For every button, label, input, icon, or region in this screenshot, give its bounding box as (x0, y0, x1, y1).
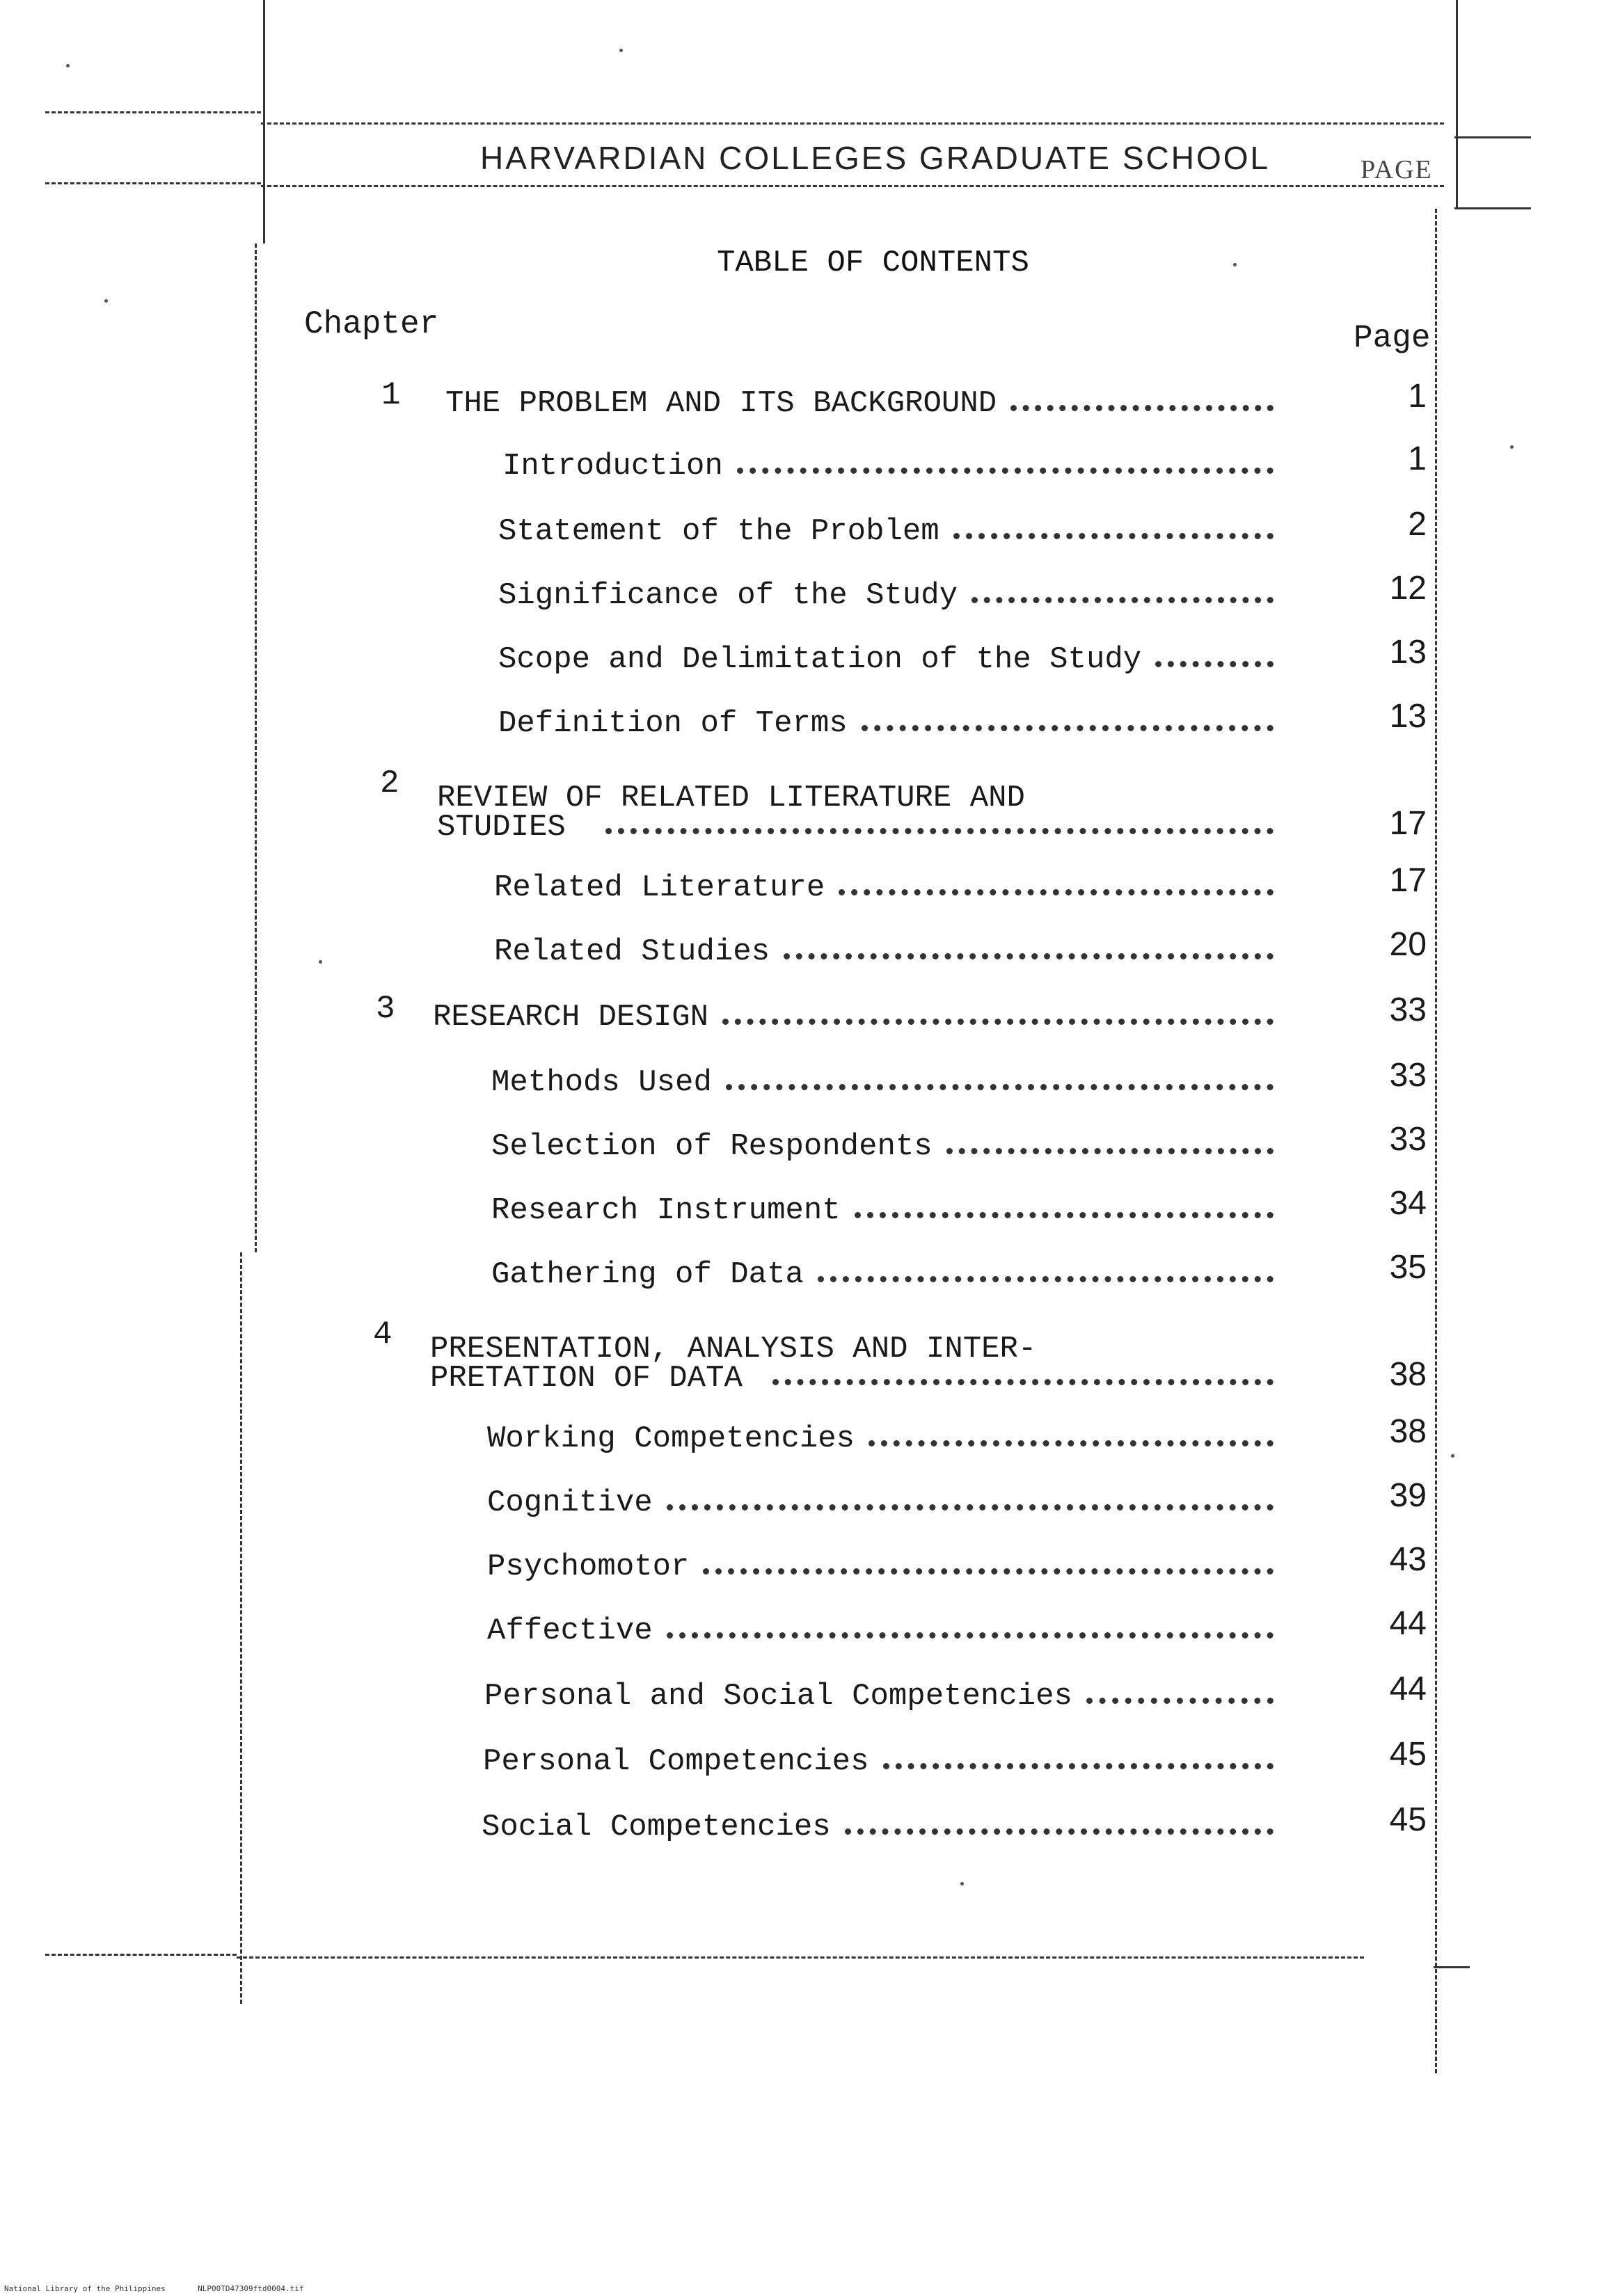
entry-title: Working Competencies (487, 1421, 855, 1456)
toc-entry-selection-of-respondents (491, 1120, 1427, 1164)
entry-title: Related Studies (494, 934, 770, 969)
left-margin-line-lower (240, 1252, 242, 2004)
chapter-2-leader-line (605, 800, 1274, 839)
entry-title: Social Competencies (482, 1810, 831, 1844)
entry-title: Personal Competencies (483, 1744, 869, 1779)
entry-title: Related Literature (494, 870, 825, 905)
page-number: 13 (1389, 634, 1427, 671)
entry-title: Statement of the Problem (498, 514, 939, 549)
header-rule-right (1454, 207, 1531, 209)
toc-entry-psychomotor (487, 1540, 1427, 1584)
toc-entry-working-competencies (487, 1412, 1427, 1456)
dot-leader (818, 1248, 1274, 1282)
dot-leader (855, 1184, 1274, 1218)
page-number: 1 (1408, 440, 1427, 477)
dot-leader (845, 1801, 1274, 1835)
entry-title: THE PROBLEM AND ITS BACKGROUND (445, 386, 997, 421)
dot-leader (946, 1120, 1274, 1154)
toc-entry-chapter-3 (376, 991, 1427, 1035)
page-number: 44 (1389, 1671, 1427, 1707)
page-number: 45 (1389, 1801, 1427, 1838)
page-number: 43 (1389, 1541, 1427, 1578)
toc-entry-cognitive (487, 1476, 1427, 1520)
dot-leader (883, 1735, 1274, 1769)
dot-leader (971, 569, 1274, 603)
header-rule-main (261, 185, 1444, 187)
left-margin-line-mid (255, 244, 257, 1252)
page-number: 45 (1389, 1736, 1427, 1773)
dot-leader (722, 991, 1274, 1025)
chapter-number: 4 (373, 1316, 392, 1353)
speck-mark (1451, 1454, 1454, 1458)
chapter-4-leader-line (772, 1351, 1274, 1390)
dot-leader (703, 1540, 1274, 1574)
school-name-header: HARVARDIAN COLLEGES GRADUATE SCHOOL (480, 140, 1271, 176)
chapter-number: 1 (381, 377, 401, 413)
entry-title: Affective (487, 1613, 653, 1648)
page-number: 33 (1389, 1121, 1427, 1158)
entry-title: Significance of the Study (498, 578, 958, 613)
entry-title: PRESENTATION, ANALYSIS AND INTER-PRETATION OF DATA (430, 1332, 1037, 1396)
bottom-rule-left (45, 1954, 237, 1956)
speck-mark (319, 960, 322, 964)
toc-title: TABLE OF CONTENTS (717, 246, 1029, 280)
entry-title: REVIEW OF RELATED LITERATURE AND STUDIES (437, 781, 1025, 845)
page-number: 38 (1389, 1356, 1427, 1393)
toc-entry-personal-competencies (483, 1735, 1427, 1779)
scan-footer (4, 2284, 303, 2293)
speck-mark (66, 64, 70, 67)
top-rule-left (45, 111, 261, 113)
toc-entry-introduction (502, 440, 1427, 484)
toc-entry-definition-of-terms (498, 697, 1427, 741)
entry-title: RESEARCH DESIGN (433, 1000, 709, 1035)
toc-entry-methods-used (491, 1056, 1427, 1100)
dot-leader (726, 1056, 1274, 1090)
toc-entry-chapter-1 (381, 377, 1427, 421)
speck-mark (960, 1882, 964, 1886)
toc-entry-related-studies (494, 925, 1427, 969)
page-number: 39 (1389, 1477, 1427, 1514)
dot-leader (605, 800, 1274, 834)
entry-title: Scope and Delimitation of the Study (498, 642, 1142, 677)
dot-leader (862, 697, 1274, 731)
entry-title: Personal and Social Competencies (484, 1679, 1072, 1714)
page-number: 2 (1408, 506, 1427, 543)
dot-leader (839, 861, 1274, 895)
page-number: 35 (1389, 1249, 1427, 1286)
dot-leader (667, 1476, 1274, 1510)
speck-mark (104, 299, 108, 303)
toc-entry-affective (487, 1604, 1427, 1648)
entry-title: Introduction (502, 449, 723, 484)
page-number: 12 (1389, 570, 1427, 607)
toc-entry-significance (498, 569, 1427, 613)
page-column-heading: Page (1354, 320, 1431, 356)
page-number: 33 (1389, 1057, 1427, 1094)
entry-title: Cognitive (487, 1485, 653, 1520)
toc-entry-related-literature (494, 861, 1427, 905)
library-credit: National Library of the Philippines (4, 2284, 166, 2293)
page-number: 44 (1389, 1605, 1427, 1642)
chapter-number: 2 (380, 765, 399, 802)
entry-title: Definition of Terms (498, 706, 848, 741)
header-rule-left (45, 182, 261, 184)
right-margin-line (1435, 209, 1437, 2073)
dot-leader (784, 925, 1274, 959)
dot-leader (953, 505, 1274, 539)
toc-entry-research-instrument (491, 1184, 1427, 1228)
dot-leader (1086, 1670, 1274, 1704)
entry-title: Gathering of Data (491, 1257, 804, 1292)
speck-mark (1233, 263, 1237, 266)
chapter-number: 3 (376, 991, 395, 1027)
dot-leader (869, 1412, 1274, 1446)
dot-leader (772, 1351, 1274, 1385)
entry-title: Research Instrument (491, 1193, 841, 1228)
scan-filename: NLP00TD47309ftd0004.tif (198, 2284, 304, 2293)
page-number: 38 (1389, 1413, 1427, 1450)
toc-entry-scope (498, 633, 1427, 677)
entry-title: Methods Used (491, 1065, 712, 1100)
page-number: 20 (1389, 926, 1427, 963)
entry-title: Psychomotor (487, 1549, 690, 1584)
page-number: 34 (1389, 1185, 1427, 1222)
toc-entry-gathering-of-data (491, 1248, 1427, 1292)
dot-leader (737, 440, 1274, 474)
dot-leader (1155, 633, 1274, 667)
entry-title: Selection of Respondents (491, 1129, 933, 1164)
page-number: 33 (1389, 991, 1427, 1028)
top-rule-main (261, 122, 1444, 125)
page-number: 13 (1389, 698, 1427, 735)
speck-mark (1510, 445, 1514, 449)
left-margin-line-upper (263, 0, 265, 244)
bottom-rule-right (1434, 1966, 1470, 1968)
toc-entry-social-competencies (482, 1801, 1427, 1844)
toc-entry-statement-of-problem (498, 505, 1427, 549)
top-rule-right (1454, 136, 1531, 138)
page-number: 17 (1389, 805, 1427, 842)
page-label-corner: PAGE (1361, 155, 1433, 184)
chapter-column-heading: Chapter (304, 306, 439, 342)
page-number: 17 (1389, 862, 1427, 899)
page-number: 1 (1408, 378, 1427, 415)
speck-mark (619, 49, 623, 52)
right-margin-line-upper (1456, 0, 1458, 209)
toc-entry-personal-and-social (484, 1670, 1427, 1714)
dot-leader (667, 1604, 1274, 1639)
dot-leader (1010, 377, 1274, 411)
bottom-rule-main (237, 1956, 1364, 1959)
